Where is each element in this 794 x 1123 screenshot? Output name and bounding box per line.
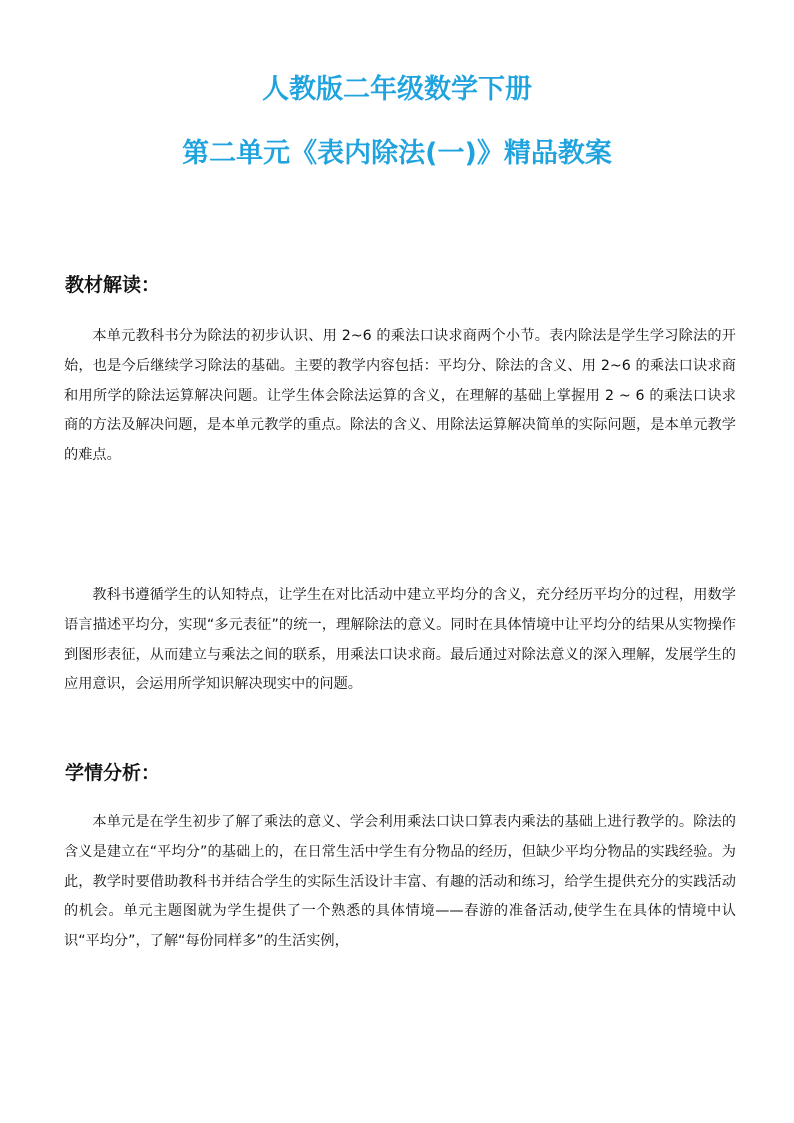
section-heading-learner-analysis: 学情分析： — [65, 762, 161, 784]
document-title-line1: 人教版二年级数学下册 — [262, 74, 532, 105]
document-title-line2: 第二单元《表内除法(一)》精品教案 — [182, 138, 612, 169]
paragraph-textbook-analysis-1: 本单元教科书分为除法的初步认识、用 2~6 的乘法口诀求商两个小节。表内除法是学生学习除法的开始，也是今后继续学习除法的基础。主要的教学内容包括：平均分、除法的含义、用 2~6 的乘法口诀求商和用所学的除法运算解决问题。让学生体会除法运算的含义，在理解的基础上掌握用 2 ~ 6 的乘法口诀求商的方法及解决问题，是本单元教学的重点。除法的含义、用除法运算解决简单的实际问题，是本单元教学的难点。 — [64, 328, 736, 464]
paragraph-textbook-analysis-2: 教科书遵循学生的认知特点，让学生在对比活动中建立平均分的含义，充分经历平均分的过程，用数学语言描述平均分，实现“多元表征”的统一，理解除法的意义。同时在具体情境中让平均分的结果从实物操作到图形表征，从而建立与乘法之间的联系，用乘法口诀求商。最后通过对除法意义的深入理解，发展学生的应用意识，会运用所学知识解决现实中的问题。 — [64, 587, 736, 693]
section-heading-textbook-analysis: 教材解读： — [65, 274, 161, 296]
paragraph-learner-analysis-1: 本单元是在学生初步了解了乘法的意义、学会利用乘法口诀口算表内乘法的基础上进行教学的。除法的含义是建立在“平均分”的基础上的，在日常生活中学生有分物品的经历，但缺少平均分物品的实践经验。为此，教学时要借助教科书并结合学生的实际生活设计丰富、有趣的活动和练习，给学生提供充分的实践活动的机会。单元主题图就为学生提供了一个熟悉的具体情境——春游的准备活动,使学生在具体的情境中认识“平均分”，了解“每份同样多”的生活实例， — [64, 814, 736, 950]
